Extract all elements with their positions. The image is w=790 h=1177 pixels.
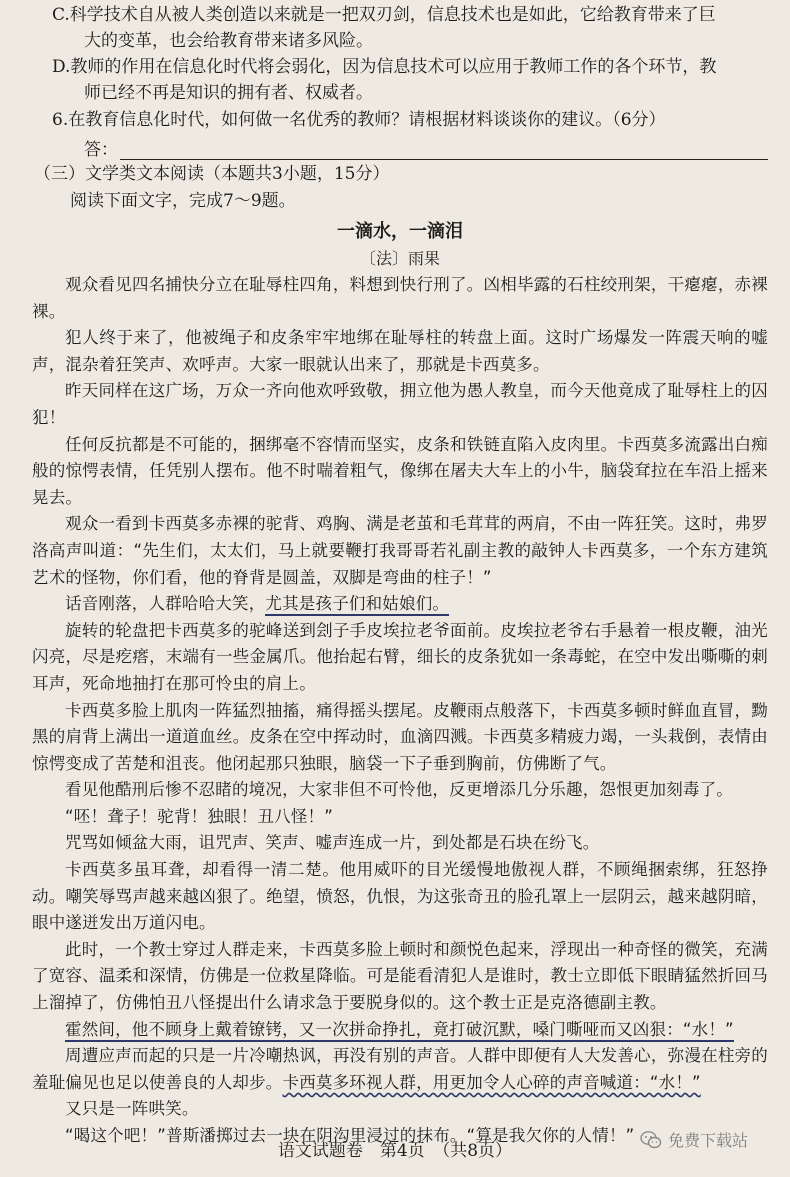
question-6: 6.在教育信息化时代，如何做一名优秀的教师？请根据材料谈谈你的建议。（6分） (52, 110, 666, 130)
watermark (640, 1128, 748, 1151)
paragraph: 犯人终于来了，他被绳子和皮条牢牢地绑在耻辱柱的转盘上面。这时广场爆发一阵震天响的嘘声，混杂着狂笑声、欢呼声。大家一眼就认出来了，那就是卡西莫多。 (32, 328, 768, 374)
wavy-underlined-sentence: 卡西莫多环视人群，用更加令人心碎的声音喊道：“水！” (282, 1072, 701, 1092)
answer-rule (120, 137, 768, 160)
paragraph: “喝这个吧！”普斯潘掷过去一块在阴沟里浸过的抹布。“算是我欠你的人情！” (65, 1126, 635, 1145)
paragraph: 咒骂如倾盆大雨，诅咒声、笑声、嘘声连成一片，到处都是石块在纷飞。 (65, 833, 600, 853)
paragraph: 观众看见四名捕快分立在耻辱柱四角，料想到快行刑了。凶相毕露的石柱绞刑架，干瘪瘪，赤裸裸。 (32, 275, 768, 321)
option-d-line2: 师已经不再是知识的拥有者、权威者。 (84, 83, 373, 103)
paragraph: 又只是一阵哄笑。 (65, 1099, 199, 1119)
option-c-line2: 大的变革，也会给教育带来诸多风险。 (84, 31, 373, 51)
paragraph (32, 1017, 768, 1044)
paragraph: 此时，一个教士穿过人群走来，卡西莫多脸上顿时和颜悦色起来，浮现出一种奇怪的微笑，充满了宽容、温柔和深情，仿佛是一位救星降临。可是能看清犯人是谁时，教士立即低下眼睛猛然折回马上溜掉了，仿佛怕丑八怪提出什么请求急于要脱身似的。这个教士正是克洛德副主教。 (32, 939, 768, 1013)
underlined-phrase: 尤其是孩子们和姑娘们。 (265, 594, 449, 616)
paragraph: 卡西莫多虽耳聋，却看得一清二楚。他用威吓的目光缓慢地傲视人群，不顾绳捆索绑，狂怒挣动。嘲笑辱骂声越来越凶狠了。绝望，愤怒，仇恨，为这张奇丑的脸孔罩上一层阴云，越来越阴暗，眼中遂迸发出万道闪电。 (32, 860, 768, 933)
underlined-sentence: 霍然间，他不顾身上戴着镣铐，又一次拼命挣扎，竟打破沉默，嗓门嘶哑而又凶狠：“水！” (65, 1020, 734, 1042)
paragraph: 观众一看到卡西莫多赤裸的驼背、鸡胸、满是老茧和毛茸茸的两肩，不由一阵狂笑。这时，弗罗洛高声叫道：“先生们，太太们，马上就要鞭打我哥哥若礼副主教的敲钟人卡西莫多，一个东方建筑艺术的怪物，你们看，他的脊背是圆盖，双脚是弯曲的柱子！” (32, 514, 768, 587)
paragraph: 周遭应声而起的只是一片冷嘲热讽，再没有别的声音。人群中即便有人大发善心，弥漫在柱旁的羞耻偏见也足以使善良的人却步。卡西莫多环视人群，用更加令人心碎的声音喊道：“水！” (32, 1046, 768, 1092)
option-c-line1: C.科学技术自从被人类创造以来就是一把双刃剑，信息技术也是如此，它给教育带来了巨 (52, 5, 716, 25)
option-c (32, 2, 768, 54)
article-title: 一滴水，一滴泪 (337, 221, 463, 242)
page-footer: 语文试题卷 第4页 （共8页） (277, 1141, 513, 1161)
option-d-line1: D.教师的作用在信息化时代将会弱化，因为信息技术可以应用于教师工作的各个环节，教 (52, 57, 717, 77)
section-heading: （三）文学类文本阅读（本题共3小题，15分） (34, 164, 390, 184)
paragraph: 看见他酷刑后惨不忍睹的境况，大家非但不可怜他，反更增添几分乐趣，怨恨更加刻毒了。 (65, 780, 733, 800)
section-instruction: 阅读下面文字，完成7～9题。 (70, 191, 296, 211)
paragraph: 昨天同样在这广场，万众一齐向他欢呼致敬，拥立他为愚人教皇，而今天他竟成了耻辱柱上的囚犯！ (32, 381, 768, 427)
article-author: 〔法〕雨果 (359, 249, 440, 268)
article-body (32, 272, 768, 1150)
watermark-text: 免费下载站 (668, 1131, 749, 1150)
paragraph: 任何反抗都是不可能的，捆绑毫不容情而坚实，皮条和铁链直陷入皮肉里。卡西莫多流露出白痴般的惊愕表情，任凭别人摆布。他不时喘着粗气，像绑在屠夫大车上的小牛，脑袋耷拉在车沿上摇来晃去。 (32, 434, 768, 507)
answer-line (32, 134, 768, 160)
paragraph: 话音刚落，人群哈哈大笑，尤其是孩子们和姑娘们。 (32, 591, 768, 618)
option-d (32, 54, 768, 106)
wechat-icon (640, 1130, 662, 1150)
paragraph: 卡西莫多脸上肌肉一阵猛烈抽搐，痛得摇头摆尾。皮鞭雨点般落下，卡西莫多顿时鲜血直冒，黝黑的肩背上满出一道道血丝。皮条在空中挥动时，血滴四溅。卡西莫多精疲力竭，一头栽倒，表情由惊愕变成了苦楚和沮丧。他闭起那只独眼，脑袋一下子垂到胸前，仿佛断了气。 (32, 700, 768, 773)
paragraph: “呸！聋子！驼背！独眼！丑八怪！” (65, 806, 333, 826)
answer-label: 答： (84, 140, 118, 160)
paragraph: 旋转的轮盘把卡西莫多的驼峰送到刽子手皮埃拉老爷面前。皮埃拉老爷右手悬着一根皮鞭，油光闪亮，尽是疙瘩，末端有一些金属爪。他抬起右臂，细长的皮条犹如一条毒蛇，在空中发出嘶嘶的刺耳声，死命地抽打在那可怜虫的肩上。 (32, 620, 768, 693)
